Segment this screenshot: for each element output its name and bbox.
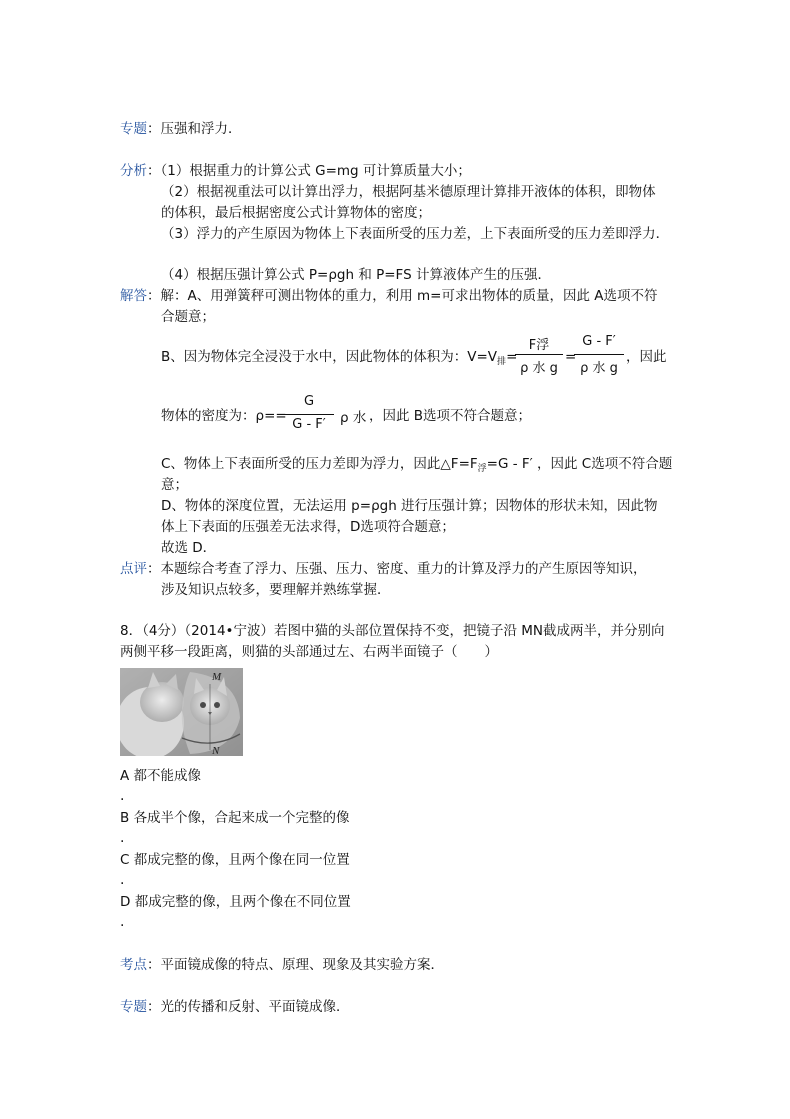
option-letter: B	[120, 810, 130, 826]
option-text: 都成完整的像，且两个像在不同位置	[134, 894, 351, 910]
answer-density-text: 物体的密度为：ρ==	[161, 408, 287, 424]
analysis-line-4: （3）浮力的产生原因为物体上下表面所受的压力差，上下表面所受的压力差即浮力．	[161, 226, 670, 242]
option-d[interactable]	[120, 893, 351, 911]
sub-fu: 浮	[477, 464, 487, 474]
option-letter: A	[120, 768, 130, 784]
fraction-bar	[284, 414, 334, 415]
equals-sign: =	[565, 349, 577, 365]
rho-water: ρ 水	[340, 410, 367, 426]
analysis-line-5: （4）根据压强计算公式 P=ρgh 和 P=FS 计算液体产生的压强．	[161, 267, 551, 283]
answer-density-post: ，因此 B选项不符合题意；	[369, 408, 532, 424]
option-dot: .	[120, 830, 125, 846]
topic-line	[120, 120, 242, 138]
comment-label: 点评	[120, 561, 147, 577]
cat-mirror-figure	[120, 668, 243, 756]
comment-text-1: ：本题综合考查了浮力、压强、压力、密度、重力的计算及浮力的产生原因等知识，	[147, 561, 647, 577]
kaodian-text: ：平面镜成像的特点、原理、现象及其实验方案．	[147, 957, 444, 973]
topic-line-2	[120, 998, 350, 1016]
topic-text-2: ：光的传播和反射、平面镜成像．	[147, 999, 350, 1015]
option-dot: .	[120, 788, 125, 804]
answer-c-text: C、物体上下表面所受的压力差即为浮力，因此△F=F	[161, 456, 478, 472]
answer-d-line-1: D、物体的深度位置，无法运用 p=ρgh 进行压强计算；因物体的形状未知，因此物	[161, 498, 658, 514]
analysis-label: 分析	[120, 163, 147, 179]
fraction-buoyancy-numerator: F浮	[528, 338, 550, 353]
option-text: 都成完整的像，且两个像在同一位置	[133, 852, 350, 868]
fraction-weight-diff-denominator: ρ 水 g	[580, 361, 618, 376]
comment-line-2: 涉及知识点较多，要理解并熟练掌握．	[161, 582, 391, 598]
kaodian-line	[120, 956, 444, 974]
answer-b-line: B、因为物体完全浸没于水中，因此物体的体积为：$V=V_排=$	[161, 349, 518, 367]
answer-choice: 故选 D．	[161, 540, 217, 556]
option-dot: .	[120, 914, 125, 930]
figure-label-m: M	[212, 671, 222, 683]
option-b[interactable]	[120, 809, 350, 827]
analysis-line-1	[120, 162, 471, 180]
answer-c-post: =G - F′ ，因此 C选项不符合题	[486, 456, 673, 472]
topic-text: ：压强和浮力．	[147, 121, 242, 137]
option-text: 都不能成像	[133, 768, 202, 784]
option-c[interactable]	[120, 851, 350, 869]
fraction-weight-diff-numerator: G - F′	[582, 334, 616, 349]
answer-line-1	[120, 287, 658, 305]
fraction-density-numerator: G	[303, 394, 315, 409]
fraction-bar	[574, 354, 624, 355]
analysis-text-1: ：（1）根据重力的计算公式 G=mg 可计算质量大小；	[147, 163, 471, 179]
answer-a-text: ：解：A、用弹簧秤可测出物体的重力，利用 m=可求出物体的质量，因此 A选项不符	[147, 288, 658, 304]
answer-c-line	[161, 455, 672, 478]
question-line-2: 两侧平移一段距离，则猫的头部通过左、右两半面镜子（ ）	[120, 644, 498, 660]
answer-label: 解答	[120, 288, 147, 304]
option-letter: C	[120, 852, 130, 868]
topic-label: 专题	[120, 121, 147, 137]
fraction-density-denominator: G - F′	[292, 417, 326, 432]
figure-label-n: N	[212, 745, 220, 756]
question-line-1: 8．（4分）（2014•宁波）若图中猫的头部位置保持不变，把镜子沿 MN截成两半，并分别向	[120, 623, 665, 639]
kaodian-label: 考点	[120, 957, 147, 973]
option-letter: D	[120, 894, 131, 910]
sub-pai: 排	[497, 357, 507, 367]
option-a[interactable]	[120, 767, 201, 785]
analysis-line-3: 的体积，最后根据密度公式计算物体的密度；	[161, 205, 431, 221]
fraction-bar	[515, 354, 563, 355]
option-dot: .	[120, 872, 125, 888]
answer-line-2: 合题意；	[161, 309, 215, 325]
topic-label-2: 专题	[120, 999, 147, 1015]
analysis-line-2: （2）根据视重法可以计算出浮力，根据阿基米德原理计算排开液体的体积，即物体	[161, 184, 656, 200]
answer-b-post: ，因此	[626, 349, 667, 365]
comment-line-1	[120, 560, 647, 578]
answer-d-line-2: 体上下表面的压强差无法求得，D选项符合题意；	[161, 519, 455, 535]
fraction-buoyancy-denominator: ρ 水 g	[520, 361, 558, 376]
answer-b-text: B、因为物体完全浸没于水中，因此物体的体积为：V=V	[161, 349, 498, 365]
option-text: 各成半个像，合起来成一个完整的像	[133, 810, 350, 826]
answer-c-line-2: 意；	[161, 477, 188, 493]
